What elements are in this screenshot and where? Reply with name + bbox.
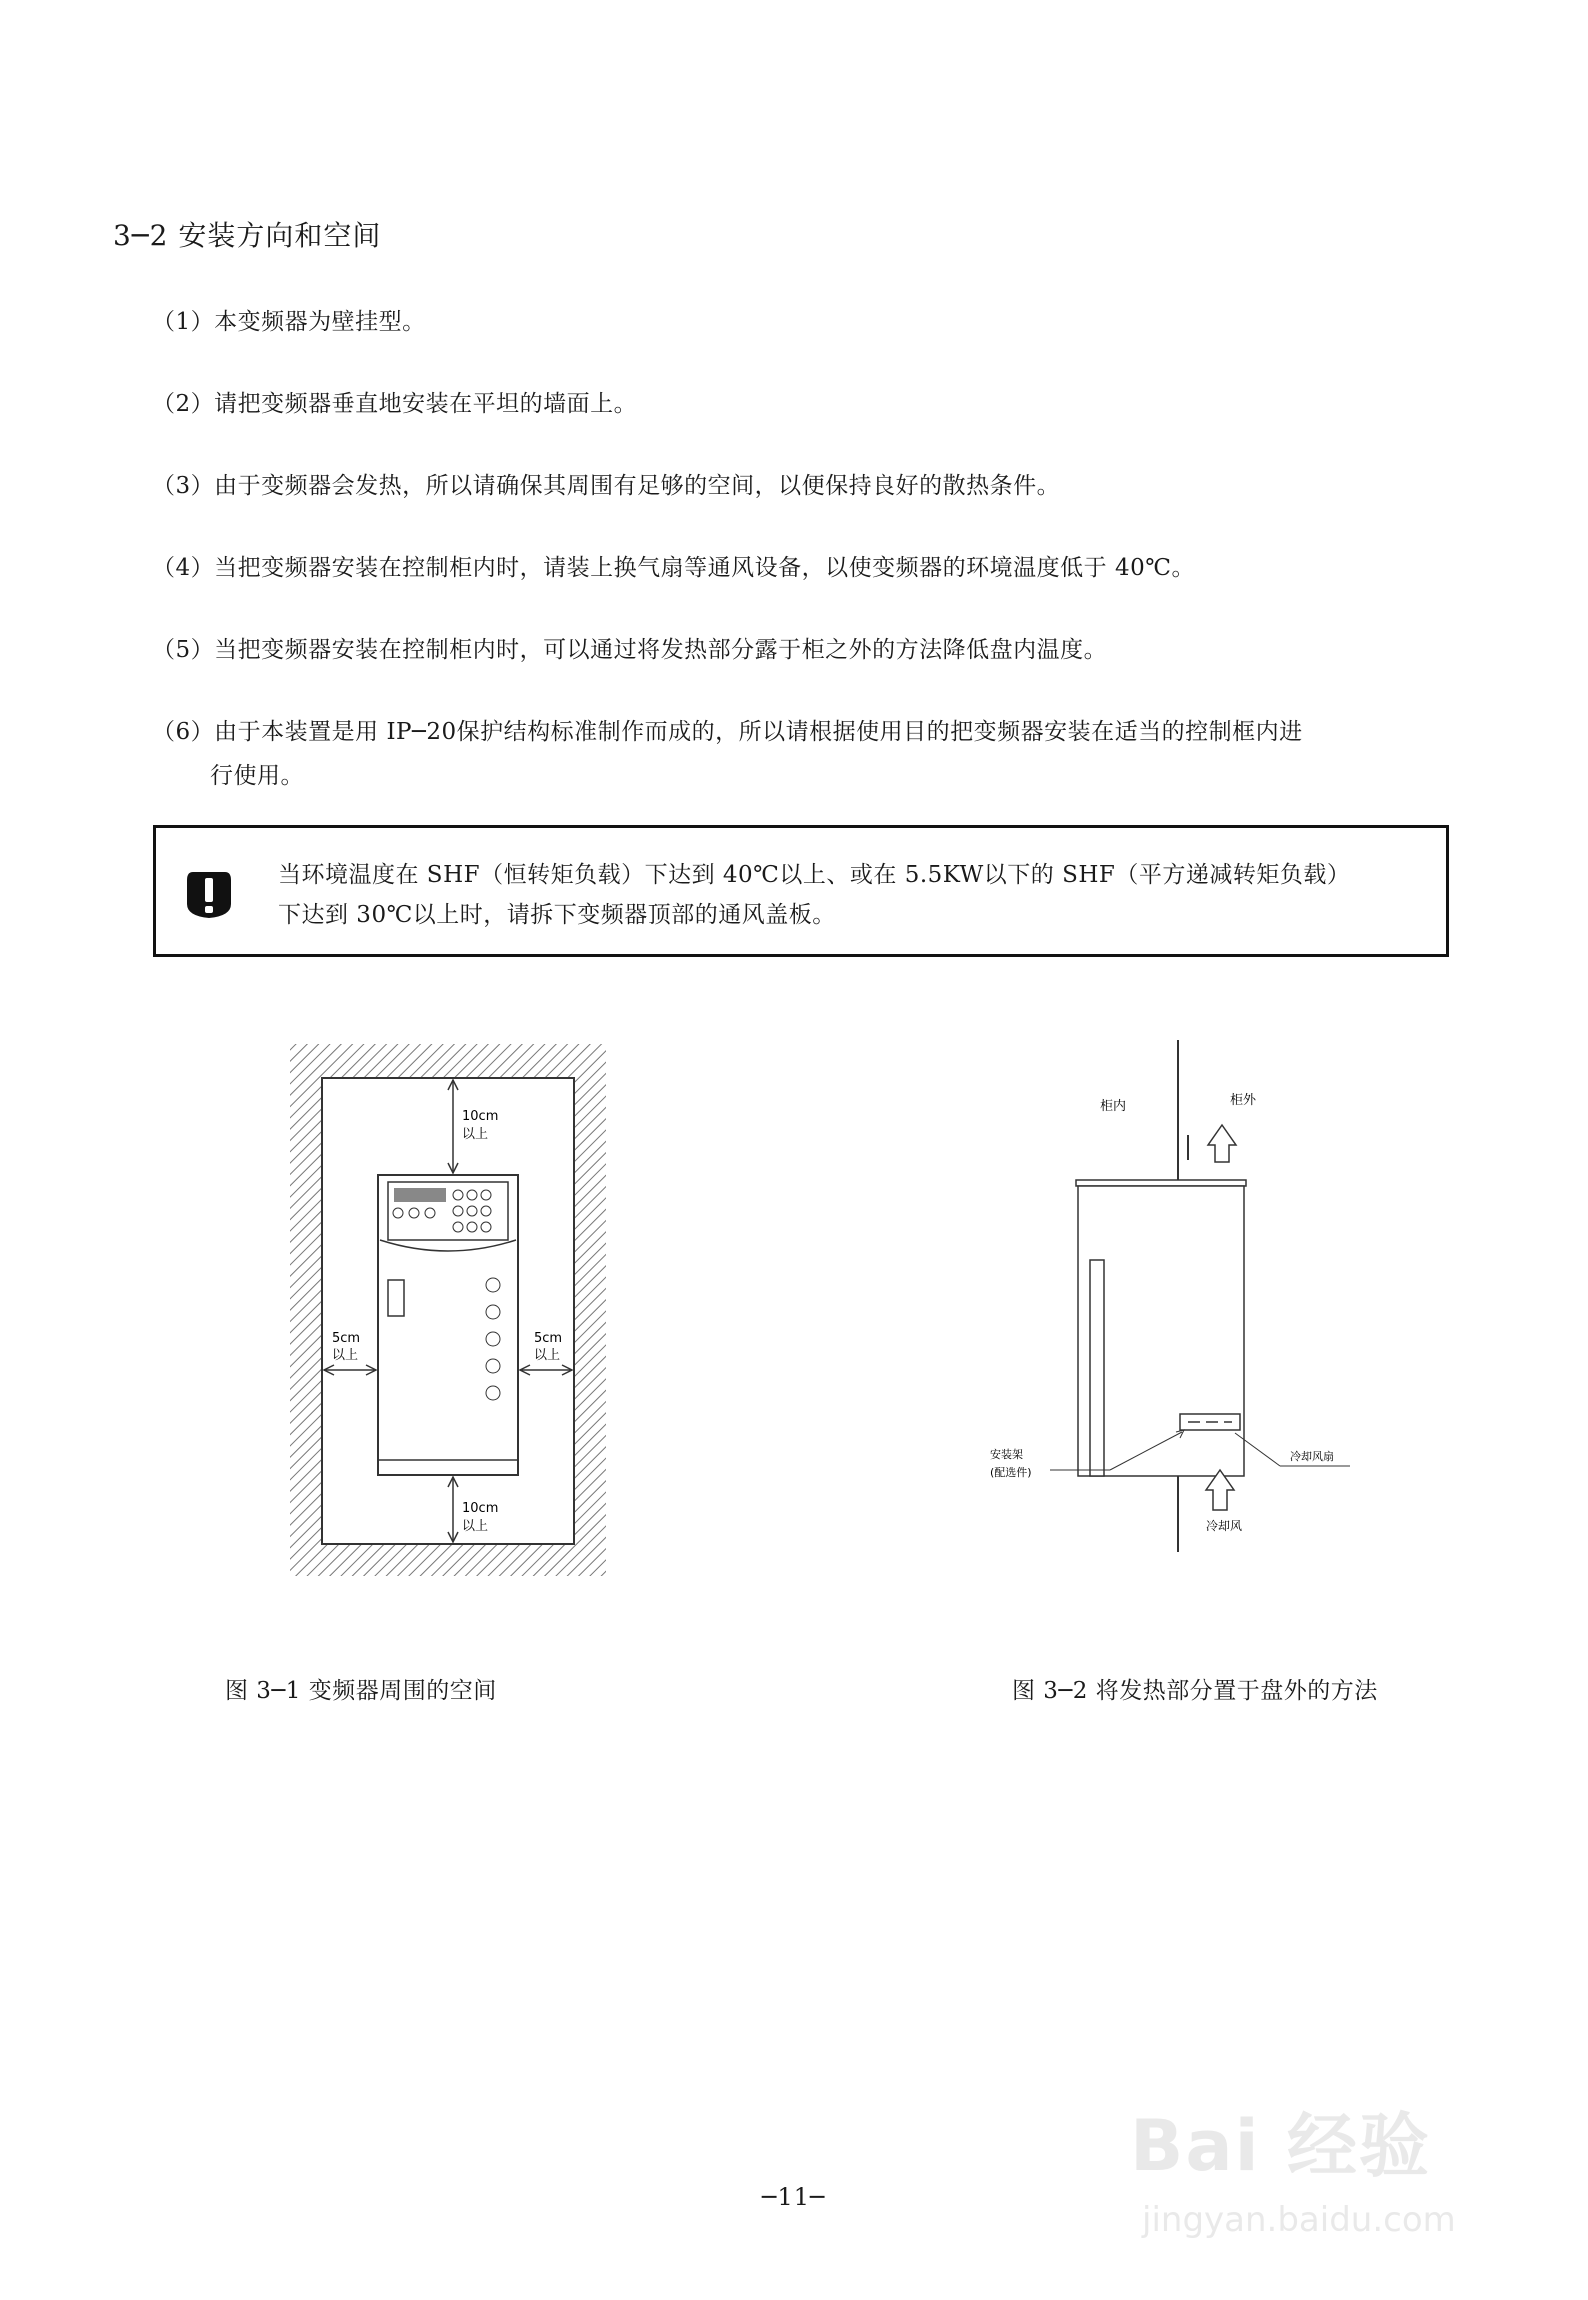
warning-text-line1: 当环境温度在 SHF（恒转矩负载）下达到 40℃以上、或在 5.5KW以下的 SHF（平方递减转矩负载） <box>278 862 1351 888</box>
watermark-brand: Bai 经验 <box>1130 2105 1431 2187</box>
cool-air-label: 冷却风 <box>1206 1519 1243 1533</box>
outside-label: 柜外 <box>1230 1093 1257 1108</box>
list-item: （3）由于变频器会发热，所以请确保其周围有足够的空间，以便保持良好的散热条件。 <box>152 473 1061 499</box>
figure-heat-sink-outside <box>990 1040 1390 1560</box>
figure2-caption: 图 3─2 将发热部分置于盘外的方法 <box>1012 1678 1378 1704</box>
page-number: ─11─ <box>762 2183 826 2211</box>
list-item: （2）请把变频器垂直地安装在平坦的墙面上。 <box>152 391 638 417</box>
warning-text-line2: 下达到 30℃以上时，请拆下变频器顶部的通风盖板。 <box>278 902 836 928</box>
bottom-clearance-label: 10cm <box>462 1501 499 1516</box>
figure-inverter-spacing <box>288 1040 608 1580</box>
top-clearance-label: 10cm <box>462 1109 499 1124</box>
figure1-caption: 图 3─1 变频器周围的空间 <box>225 1678 497 1704</box>
top-clearance-sub: 以上 <box>462 1127 489 1142</box>
right-clearance-sub: 以上 <box>534 1348 561 1363</box>
bracket-label: 安装架 <box>990 1448 1023 1461</box>
bottom-clearance-sub: 以上 <box>462 1519 489 1534</box>
list-item: （4）当把变频器安装在控制柜内时，请装上换气扇等通风设备，以使变频器的环境温度低于 40℃。 <box>152 555 1195 581</box>
watermark-url: jingyan.baidu.com <box>1142 2200 1456 2240</box>
left-clearance-sub: 以上 <box>332 1348 359 1363</box>
fan-label: 冷却风扇 <box>1290 1450 1334 1463</box>
section-title: 3─2 安装方向和空间 <box>113 219 382 252</box>
bracket-sub: (配选件) <box>990 1466 1032 1479</box>
warning-box <box>153 825 1449 957</box>
left-clearance-label: 5cm <box>332 1331 361 1346</box>
inverter-drawing <box>378 1175 518 1475</box>
list-item: （5）当把变频器安装在控制柜内时，可以通过将发热部分露于柜之外的方法降低盘内温度。 <box>152 637 1108 663</box>
right-clearance-label: 5cm <box>534 1331 563 1346</box>
inside-label: 柜内 <box>1100 1099 1127 1114</box>
list-item: （6）由于本装置是用 IP─20保护结构标准制作而成的，所以请根据使用目的把变频器安装在适当的控制框内进 <box>152 719 1303 745</box>
list-item-continuation: 行使用。 <box>210 763 304 789</box>
list-item: （1）本变频器为壁挂型。 <box>152 309 426 335</box>
exclamation-icon <box>185 868 233 920</box>
watermark <box>1130 2060 1530 2260</box>
